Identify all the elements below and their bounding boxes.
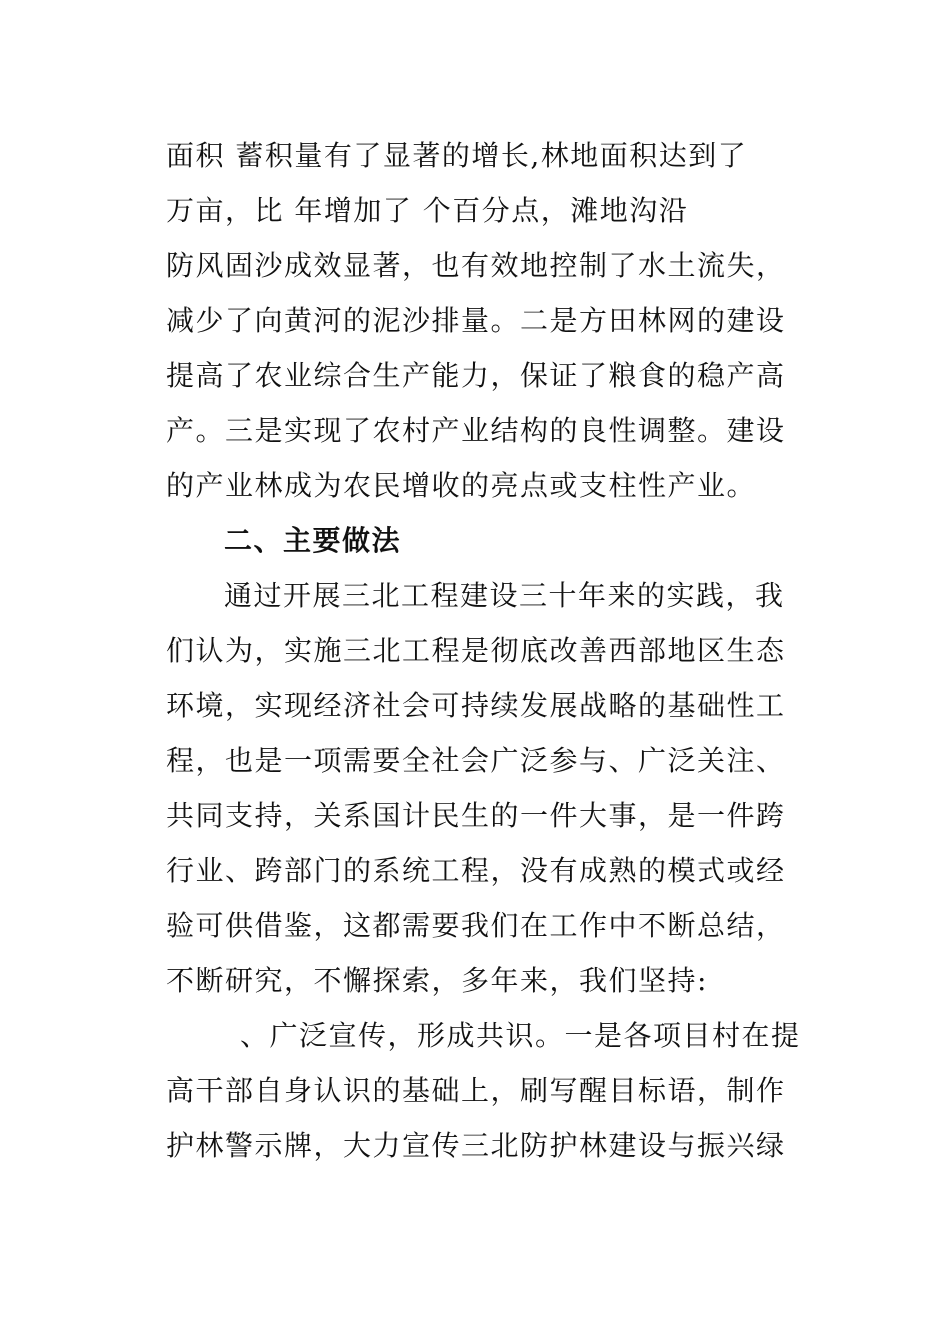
text-line-13: 共同支持，关系国计民生的一件大事，是一件跨 bbox=[166, 799, 786, 832]
text-line-2: 万亩，比 年增加了 个百分点，滩地沟沿 bbox=[166, 194, 689, 227]
text-line-10: 们认为，实施三北工程是彻底改善西部地区生态 bbox=[166, 634, 786, 667]
text-line-17: 、广泛宣传，形成共识。一是各项目村在提 bbox=[240, 1019, 801, 1052]
text-line-19: 护林警示牌，大力宣传三北防护林建设与振兴绿 bbox=[166, 1129, 786, 1162]
text-line-18: 高干部自身认识的基础上，刷写醒目标语，制作 bbox=[166, 1074, 786, 1107]
text-line-3: 防风固沙成效显著，也有效地控制了水土流失， bbox=[166, 249, 786, 282]
text-line-5: 提高了农业综合生产能力，保证了粮食的稳产高 bbox=[166, 359, 786, 392]
section-heading: 二、主要做法 bbox=[224, 524, 402, 557]
text-line-9: 通过开展三北工程建设三十年来的实践，我 bbox=[224, 579, 785, 612]
text-line-15: 验可供借鉴，这都需要我们在工作中不断总结， bbox=[166, 909, 786, 942]
text-line-1: 面积 蓄积量有了显著的增长,林地面积达到了 bbox=[166, 139, 748, 172]
text-line-11: 环境，实现经济社会可持续发展战略的基础性工 bbox=[166, 689, 786, 722]
text-line-14: 行业、跨部门的系统工程，没有成熟的模式或经 bbox=[166, 854, 786, 887]
text-line-4: 减少了向黄河的泥沙排量。二是方田林网的建设 bbox=[166, 304, 786, 337]
text-line-7: 的产业林成为农民增收的亮点或支柱性产业。 bbox=[166, 469, 757, 502]
text-line-6: 产。三是实现了农村产业结构的良性调整。建设 bbox=[166, 414, 786, 447]
text-line-16: 不断研究，不懈探索，多年来，我们坚持: bbox=[166, 964, 708, 997]
text-line-12: 程，也是一项需要全社会广泛参与、广泛关注、 bbox=[166, 744, 786, 777]
